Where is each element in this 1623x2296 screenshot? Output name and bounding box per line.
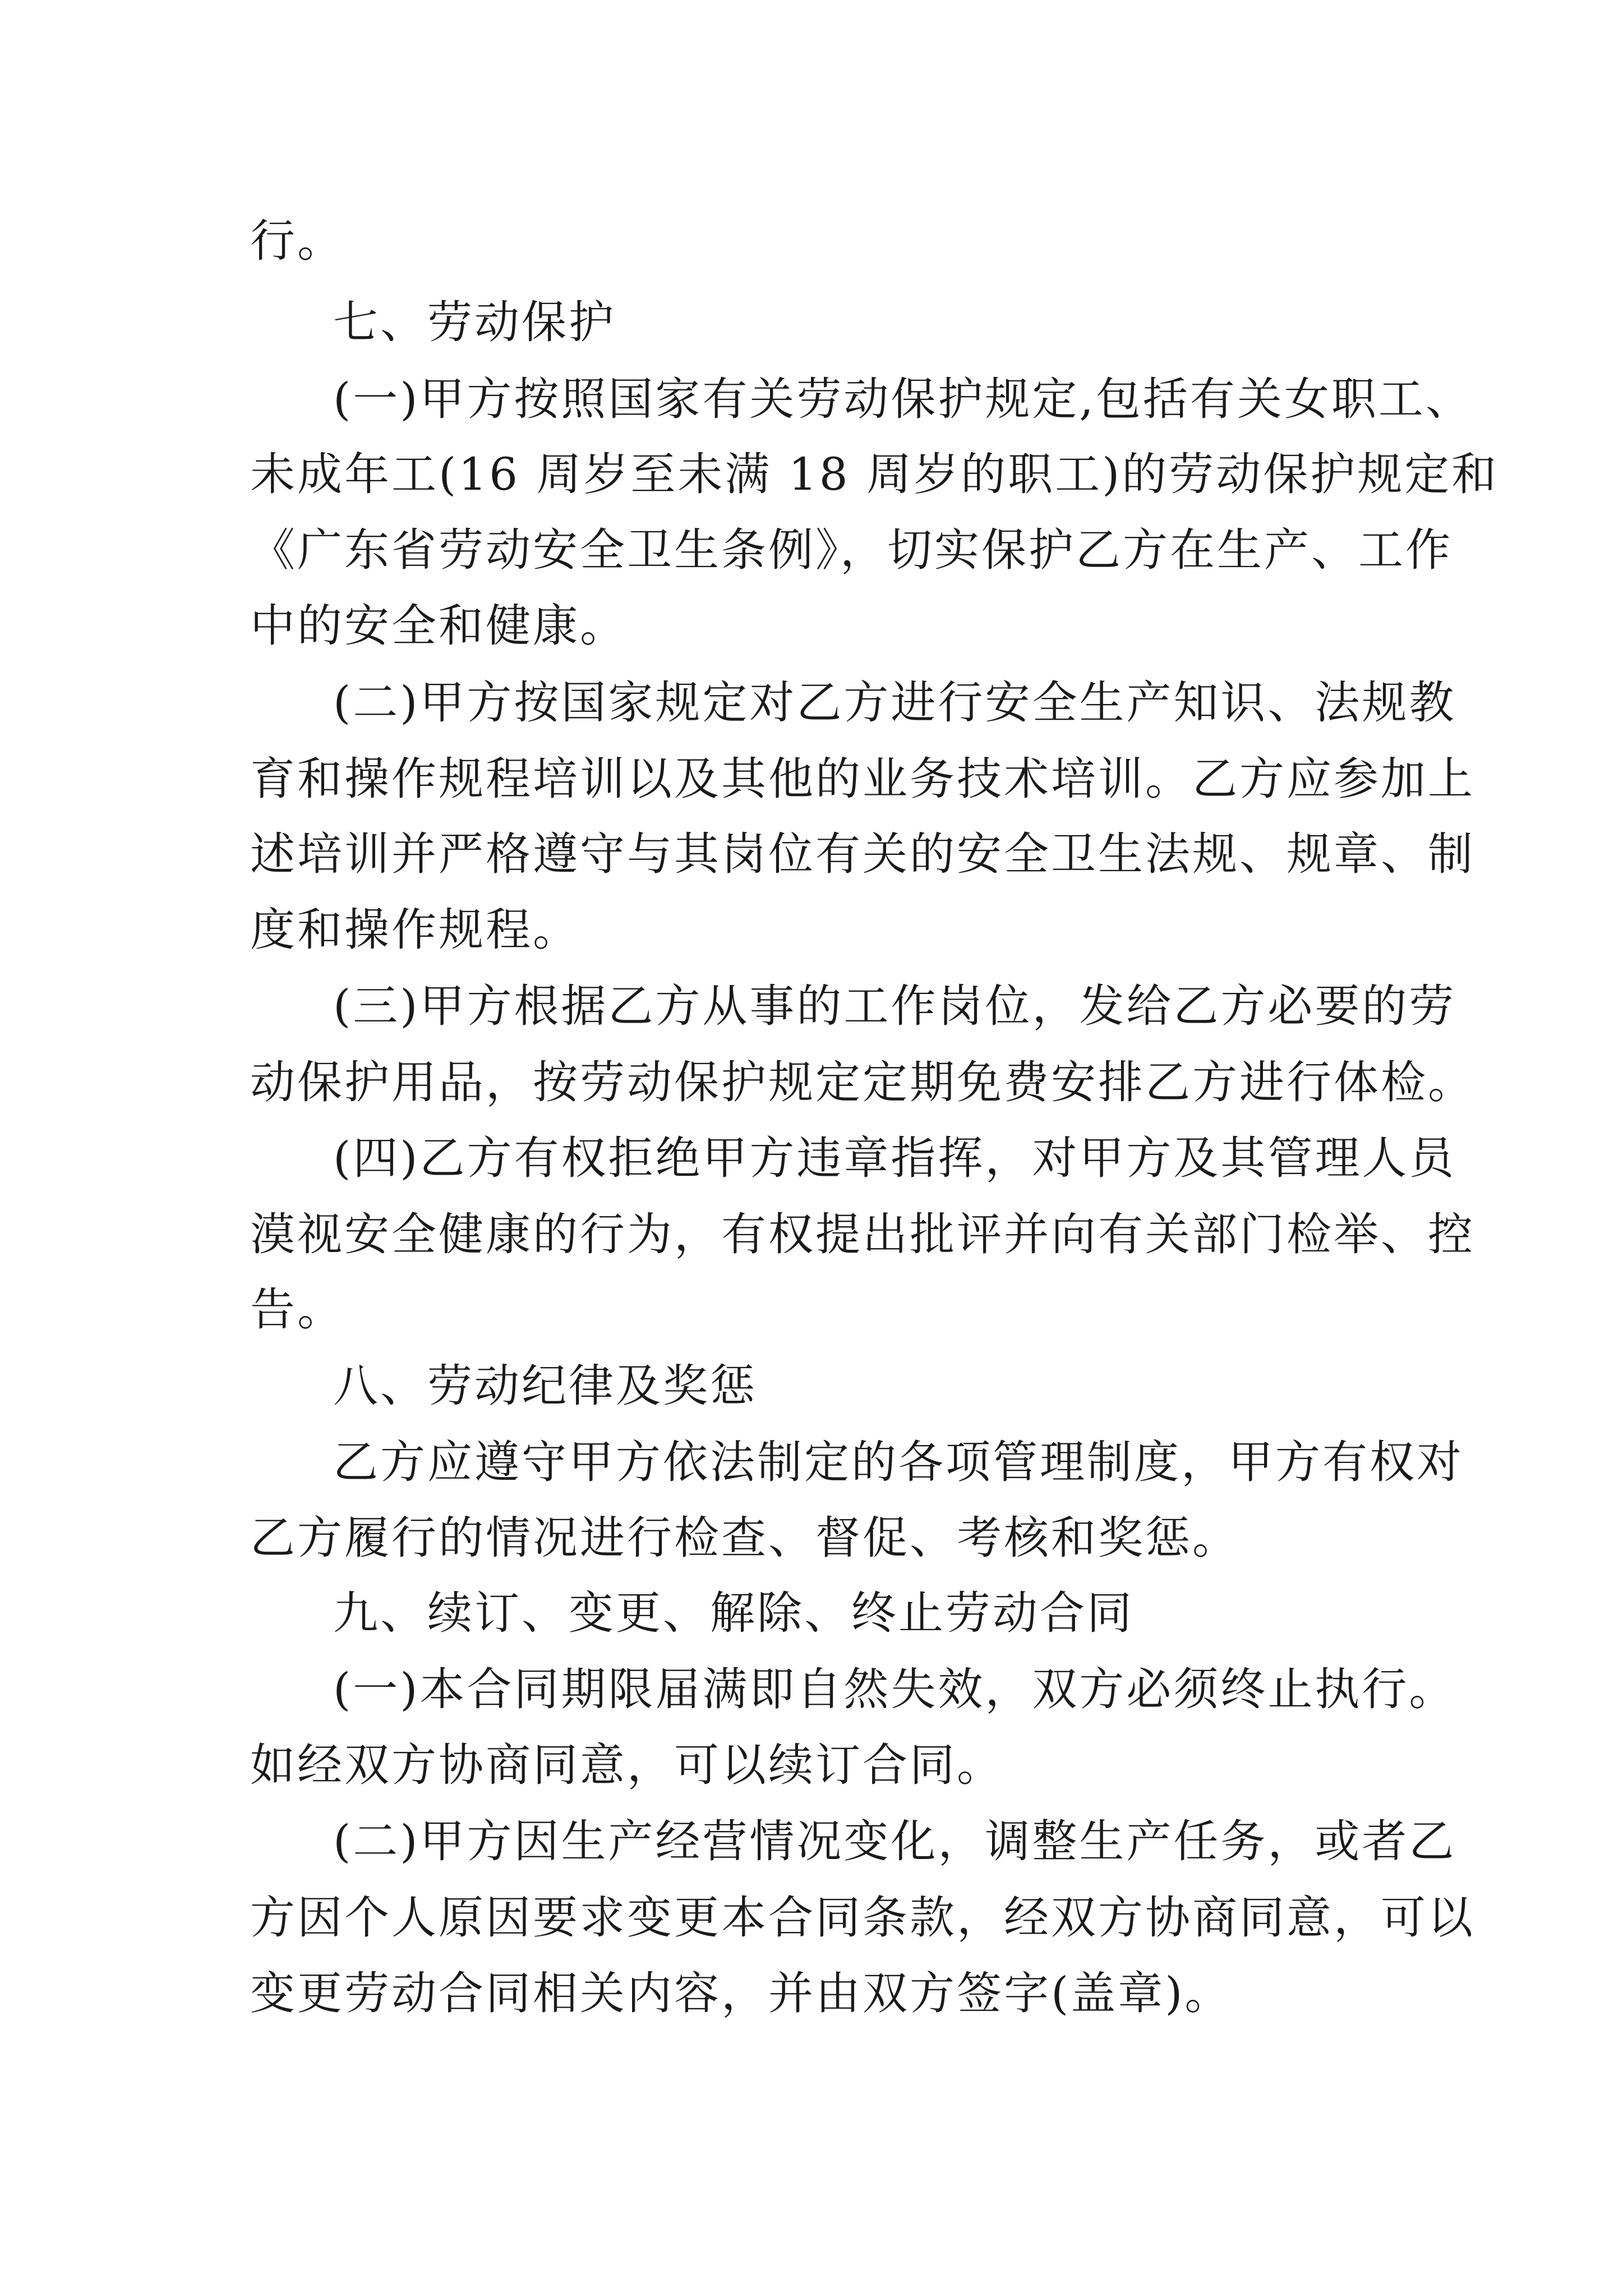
text-line: 《广东省劳动安全卫生条例》，切实保护乙方在生产、工作: [250, 524, 1453, 576]
text-line: (三)甲方根据乙方从事的工作岗位，发给乙方必要的劳: [333, 980, 1456, 1032]
text-line: 漠视安全健康的行为，有权提出批评并向有关部门检举、控: [250, 1208, 1475, 1260]
text-line: 述培训并严格遵守与其岗位有关的安全卫生法规、规章、制: [250, 828, 1475, 880]
text-line: (一)甲方按照国家有关劳动保护规定,包括有关女职工、: [333, 373, 1473, 425]
section-heading: 七、劳动保护: [333, 296, 616, 348]
text-line: (四)乙方有权拒绝甲方违章指挥，对甲方及其管理人员: [333, 1132, 1456, 1184]
text-line: 方因个人原因要求变更本合同条款，经双方协商同意，可以: [250, 1892, 1475, 1944]
text-line: 告。: [250, 1283, 344, 1336]
text-line: 变更劳动合同相关内容，并由双方签字(盖章)。: [250, 1967, 1232, 2019]
text-line: 行。: [250, 215, 344, 267]
text-line: (二)甲方因生产经营情况变化，调整生产任务，或者乙: [333, 1815, 1456, 1867]
text-line: 度和操作规程。: [250, 904, 580, 956]
section-heading: 九、续订、变更、解除、终止劳动合同: [333, 1587, 1134, 1639]
text-line: 育和操作规程培训以及其他的业务技术培训。乙方应参加上: [250, 753, 1475, 805]
section-heading: 八、劳动纪律及奖惩: [333, 1360, 757, 1412]
text-line: (二)甲方按国家规定对乙方进行安全生产知识、法规教: [333, 677, 1456, 729]
text-line: 如经双方协商同意，可以续订合同。: [250, 1739, 1004, 1791]
text-line: 中的安全和健康。: [250, 600, 627, 652]
text-line: (一)本合同期限届满即自然失效，双方必须终止执行。: [333, 1663, 1456, 1715]
text-line: 乙方履行的情况进行检查、督促、考核和奖惩。: [250, 1512, 1239, 1564]
text-line: 动保护用品，按劳动保护规定定期免费安排乙方进行体检。: [250, 1056, 1475, 1108]
text-line: 乙方应遵守甲方依法制定的各项管理制度，甲方有权对: [333, 1436, 1464, 1488]
text-line: 未成年工(16 周岁至未满 18 周岁的职工)的劳动保护规定和: [250, 448, 1499, 500]
